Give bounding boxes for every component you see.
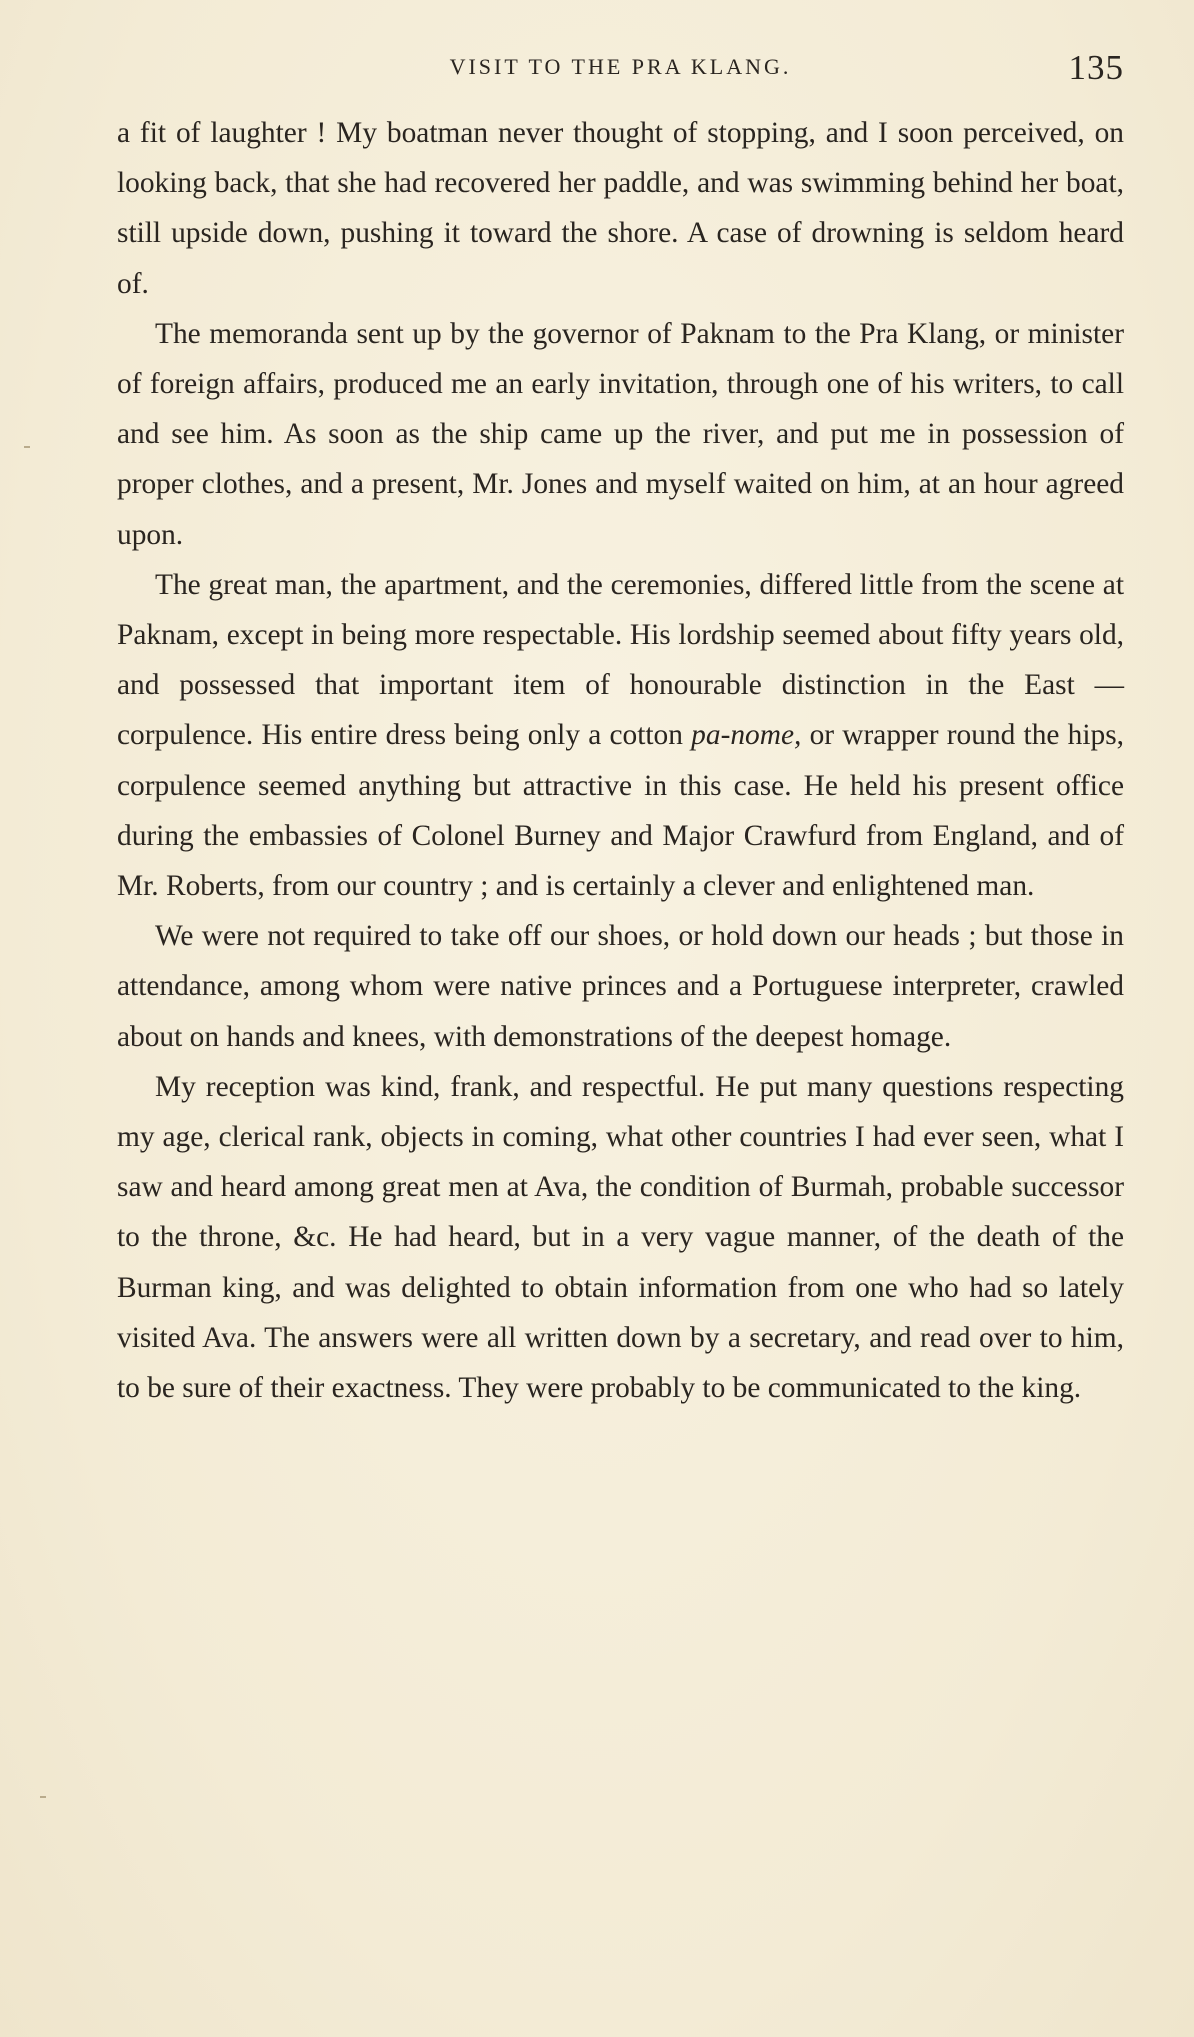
margin-speck bbox=[24, 446, 30, 448]
paragraph-3-text-after: or wrapper round the hips, corpulence seemed anything but attractive in this case. He held his present office during the embassies of Colonel Burney and Major Crawfurd from England, and of Mr. Roberts, from our country ; and is certainly a clever and enlightened man. bbox=[117, 719, 1125, 903]
body-text bbox=[117, 108, 1124, 1413]
paragraph-4: We were not required to take off our shoes, or hold down our heads ; but those in attendance, among whom were native princes and a Portuguese interpreter, crawled about on hands and knees, with demonstrations of the deepest homage. bbox=[117, 920, 1124, 1053]
page-header bbox=[117, 48, 1124, 92]
page-number: 135 bbox=[1068, 48, 1124, 87]
paragraph-2: The memoranda sent up by the governor of Paknam to the Pra Klang, or minister of foreign affairs, produced me an early invitation, through one of his writers, to call and see him. As soon as the ship came up the river, and put me in possession of proper clothes, and a present, Mr. Jones and myself waited on him, at an hour agreed upon. bbox=[117, 317, 1124, 551]
paragraph-3 bbox=[117, 560, 1124, 911]
paragraph-3-italic-term: pa-nome, bbox=[691, 719, 802, 752]
running-title: VISIT TO THE PRA KLANG. bbox=[449, 54, 792, 79]
paragraph-3-text-before: The great man, the apartment, and the ceremonies, differed little from the scene at Paknam, except in being more respectable. His lordship seemed about fifty years old, and possessed that important item of honourable distinction in the East — corpulence. His entire dress being only a cotton bbox=[117, 568, 1124, 752]
margin-speck bbox=[40, 1796, 46, 1798]
paragraph-1: a fit of laughter ! My boatman never thought of stopping, and I soon perceived, on looking back, that she had recovered her paddle, and was swimming behind her boat, still upside down, pushing it toward the shore. A case of drowning is seldom heard of. bbox=[117, 117, 1124, 300]
paragraph-5: My reception was kind, frank, and respectful. He put many questions respecting my age, clerical rank, objects in coming, what other countries I had ever seen, what I saw and heard among great men at Ava, the condition of Burmah, probable successor to the throne, &c. He had heard, but in a very vague manner, of the death of the Burman king, and was delighted to obtain information from one who had so lately visited Ava. The answers were all written down by a secretary, and read over to him, to be sure of their exactness. They were probably to be communicated to the king. bbox=[117, 1070, 1124, 1405]
